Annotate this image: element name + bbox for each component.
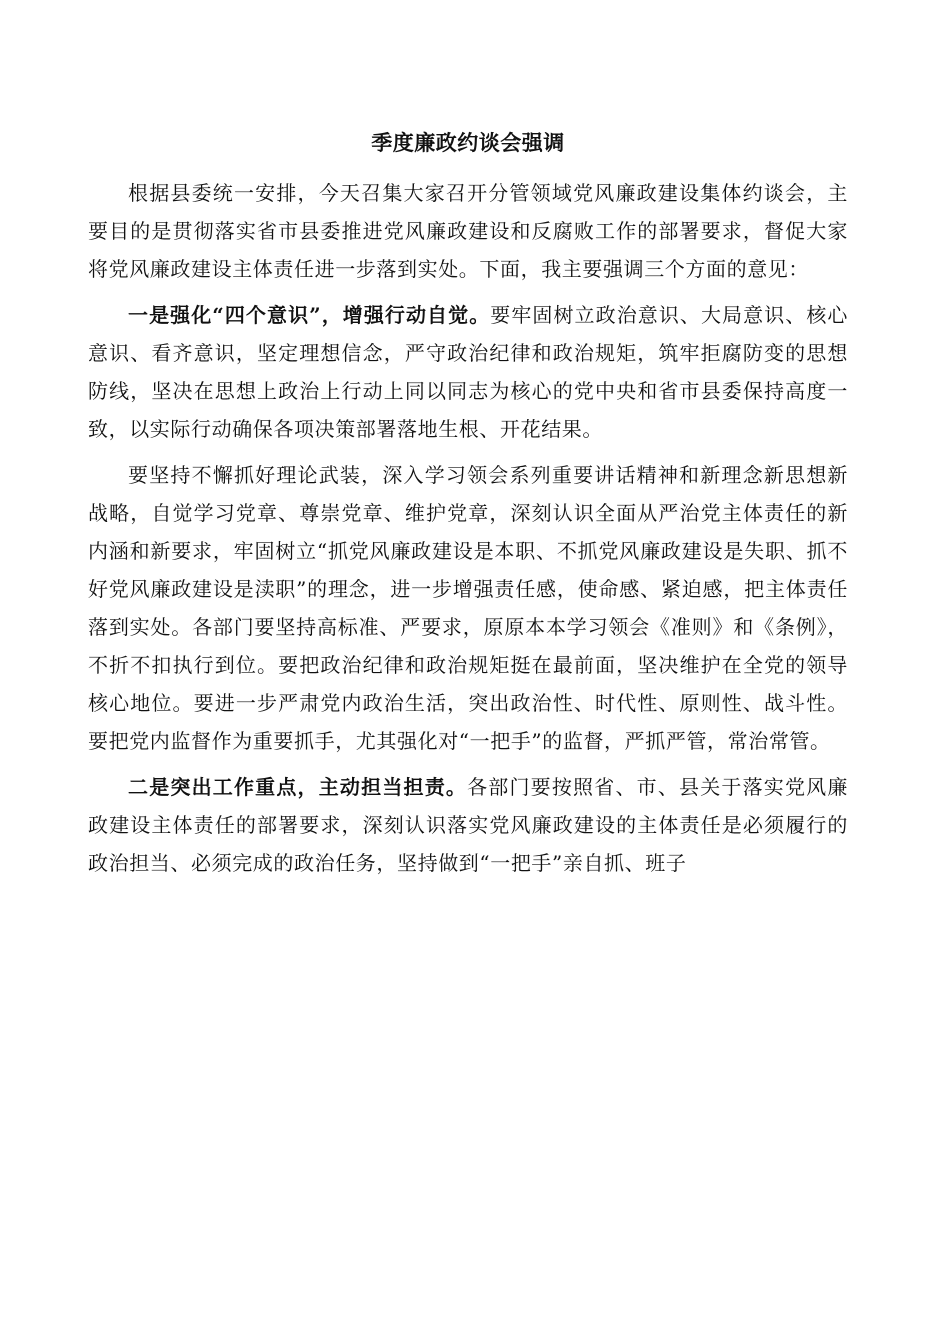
paragraph-theory-study xyxy=(88,456,848,760)
document-title: 季度廉政约谈会强调 xyxy=(371,130,565,155)
paragraph-point-two-heading: 二是突出工作重点，主动担当担责。 xyxy=(128,775,468,799)
paragraph-point-one xyxy=(88,296,848,448)
paragraph-intro-text: 根据县委统一安排，今天召集大家召开分管领域党风廉政建设集体约谈会，主要目的是贯彻落实省市县委推进党风廉政建设和反腐败工作的部署要求，督促大家将党风廉政建设主体责任进一步落到实处。下面，我主要强调三个方面的意见： xyxy=(88,181,848,281)
paragraph-point-two-text: 各部门要按照省、市、县关于落实党风廉政建设主体责任的部署要求，深刻认识落实党风廉政建设的主体责任是必须履行的政治担当、必须完成的政治任务，坚持做到“一把手”亲自抓、班子 xyxy=(88,775,848,875)
paragraph-intro xyxy=(88,174,848,288)
paragraph-theory-study-text: 要坚持不懈抓好理论武装，深入学习领会系列重要讲话精神和新理念新思想新战略，自觉学习党章、尊崇党章、维护党章，深刻认识全面从严治党主体责任的新内涵和新要求，牢固树立“抓党风廉政建设是本职、不抓党风廉政建设是失职、抓不好党风廉政建设是渎职”的理念，进一步增强责任感，使命感、紧迫感，把主体责任落到实处。各部门要坚持高标准、严要求，原原本本学习领会《准则》和《条例》，不折不扣执行到位。要把政治纪律和政治规矩挺在最前面，坚决维护在全党的领导核心地位。要进一步严肃党内政治生活，突出政治性、时代性、原则性、战斗性。要把党内监督作为重要抓手，尤其强化对“一把手”的监督，严抓严管，常治常管。 xyxy=(88,463,848,753)
document-page xyxy=(88,128,848,890)
paragraph-point-one-text: 要牢固树立政治意识、大局意识、核心意识、看齐意识，坚定理想信念，严守政治纪律和政治规矩，筑牢拒腐防变的思想防线，坚决在思想上政治上行动上同以同志为核心的党中央和省市县委保持高度一致，以实际行动确保各项决策部署落地生根、开花结果。 xyxy=(88,303,849,441)
paragraph-point-one-heading: 一是强化“四个意识”，增强行动自觉。 xyxy=(128,303,491,327)
paragraph-point-two xyxy=(88,768,848,882)
